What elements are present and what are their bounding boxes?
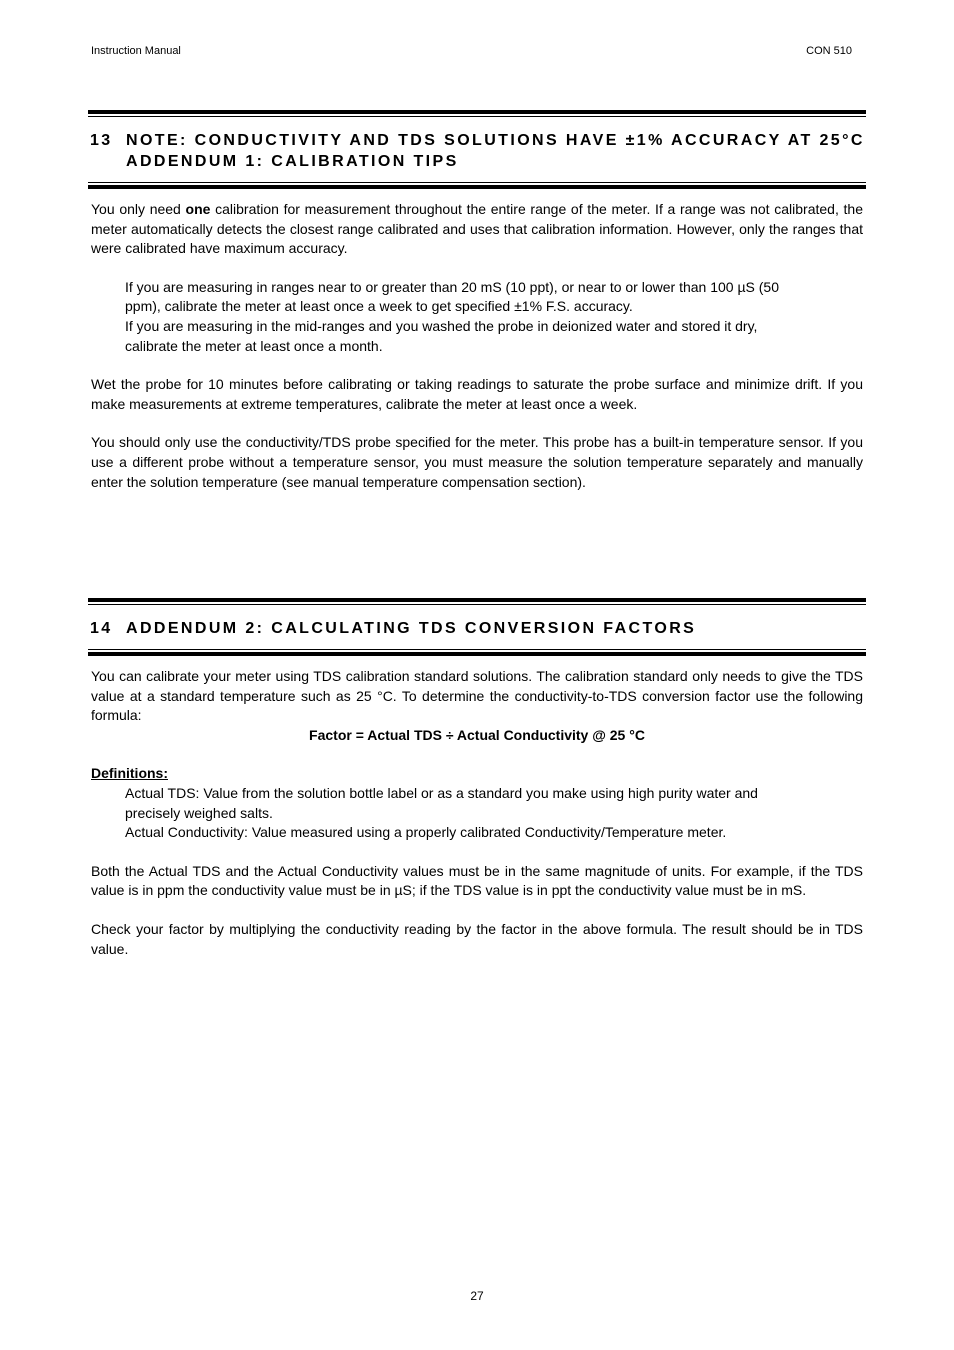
paragraph: Check your factor by multiplying the conductivity reading by the factor in the above formula. The result should be in TDS value.: [91, 920, 863, 957]
tip-item: If you are measuring in ranges near to or greater than 20 mS (10 ppt), or near to or lower than 100 µS (50 ppm), calibrate the meter at least once a week to get specified ±1% F.S. accuracy.: [125, 278, 779, 315]
paragraph: Wet the probe for 10 minutes before calibrating or taking readings to saturate the probe surface and minimize drift. If you make measurements at extreme temperatures, calibrate the meter at least once a week.: [91, 376, 863, 412]
header-title: Instruction Manual: [91, 45, 181, 57]
page-number: 27: [470, 1289, 484, 1303]
section-title: NOTE: CONDUCTIVITY AND TDS SOLUTIONS HAVE ±1% ACCURACY AT 25°C ADDENDUM 1: CALIBRATION TIPS: [126, 132, 865, 170]
bold-text: one: [185, 201, 211, 217]
paragraph: You should only use the conductivity/TDS probe specified for the meter. This probe has a built-in temperature sensor. If you use a different probe without a temperature sensor, you must measure the solution temperature separately and manually enter the solution temperature (see manual temperature compensation section).: [91, 434, 863, 490]
definition-item: Actual TDS: Value from the solution bottle label or as a standard you make using high purity water and precisely weighed salts.: [125, 784, 758, 821]
section-13-body: [91, 200, 863, 492]
section-14-body: [91, 667, 863, 959]
section-14-heading: [88, 598, 866, 656]
section-title: ADDENDUM 2: CALCULATING TDS CONVERSION FACTORS: [126, 620, 697, 637]
tip-item: If you are measuring in the mid-ranges and you washed the probe in deionized water and stored it dry, calibrate the meter at least once a month.: [125, 317, 758, 354]
definition-item: Actual Conductivity: Value measured using a properly calibrated Conductivity/Temperature meter.: [125, 824, 727, 841]
section-number: 14: [90, 620, 113, 637]
text: calibration for measurement throughout the entire range of the meter. If a range was not calibrated, the meter automatically detects the closest range calibrated and uses that calibration information. However, only the ranges that were calibrated have maximum accuracy.: [91, 201, 863, 257]
section-number: 13: [90, 132, 113, 149]
heading-row: [88, 605, 866, 649]
paragraph: Both the Actual TDS and the Actual Conductivity values must be in the same magnitude of units. For example, if the TDS value is in ppm the conductivity value must be in µS; if the TDS value is in ppt the conductivity value must be in mS.: [91, 862, 863, 899]
section-13-heading: [88, 110, 866, 189]
header-model: CON 510: [806, 45, 852, 57]
text: You only need: [91, 201, 186, 217]
formula: Factor = Actual TDS ÷ Actual Conductivity @ 25 °C: [309, 726, 645, 743]
heading-rule-top: [88, 598, 866, 605]
heading-rule-top: [88, 110, 866, 117]
heading-row: [88, 117, 866, 182]
paragraph: [91, 200, 863, 259]
heading-rule-bottom: [88, 649, 866, 656]
definitions-label: Definitions:: [91, 765, 168, 782]
paragraph: You can calibrate your meter using TDS calibration standard solutions. The calibration standard only needs to give the TDS value at a standard temperature such as 25 °C. To determine the conductivity-to-TDS conversion factor use the following formula:: [91, 668, 863, 724]
heading-rule-bottom: [88, 182, 866, 189]
